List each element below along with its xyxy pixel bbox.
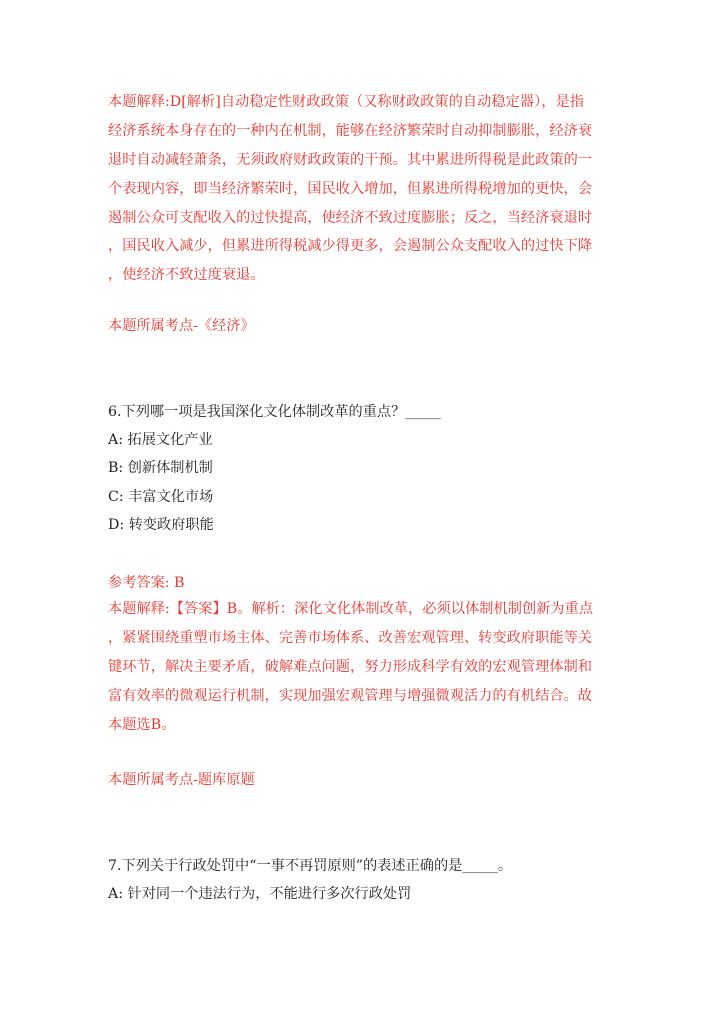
q5-explanation bbox=[108, 88, 608, 290]
q6-topic: 本题所属考点-题库原题 bbox=[108, 772, 255, 788]
q5-explanation-line: 遏制公众可支配收入的过快提高，使经济不致过度膨胀；反之，当经济衰退时 bbox=[108, 209, 593, 226]
q6-question: 6.下列哪一项是我国深化文化体制改革的重点？_____ bbox=[108, 404, 441, 420]
q5-explanation-line: 经济系统本身存在的一种内在机制，能够在经济繁荣时自动抑制膨胀，经济衰 bbox=[108, 122, 593, 139]
q5-explanation-line: ，国民收入减少，但累进所得税减少得更多，会遏制公众支配收入的过快下降 bbox=[108, 238, 593, 255]
q6-explanation bbox=[108, 595, 608, 739]
q5-explanation-line: ，使经济不致过度衰退。 bbox=[108, 267, 265, 284]
q6-option-a: A: 拓展文化产业 bbox=[108, 432, 213, 448]
q5-explanation-line: 个表现内容，即当经济繁荣时，国民收入增加，但累进所得税增加的更快，会 bbox=[108, 180, 593, 197]
q6-explanation-line: 富有效率的微观运行机制，实现加强宏观管理与增强微观活力的有机结合。故 bbox=[108, 687, 593, 704]
q5-topic: 本题所属考点-《经济》 bbox=[108, 318, 255, 334]
q6-answer: 参考答案: B bbox=[108, 575, 185, 591]
q6-option-b: B: 创新体制机制 bbox=[108, 460, 213, 476]
q6-explanation-line: 本题选B。 bbox=[108, 716, 176, 733]
q6-explanation-line: 本题解释:【答案】B。解析：深化文化体制改革，必须以体制机制创新为重点 bbox=[108, 601, 594, 617]
q6-explanation-line: 键环节，解决主要矛盾，破解难点问题，努力形成科学有效的宏观管理体制和 bbox=[108, 658, 593, 675]
q6-option-c: C: 丰富文化市场 bbox=[108, 489, 214, 505]
q5-explanation-line: 退时自动减轻萧条，无须政府财政政策的干预。其中累进所得税是此政策的一 bbox=[108, 151, 593, 168]
q5-explanation-line: 本题解释:D[解析]自动稳定性财政政策（又称财政政策的自动稳定器），是指 bbox=[108, 94, 584, 110]
q6-explanation-line: ，紧紧围绕重塑市场主体、完善市场体系、改善宏观管理、转变政府职能等关 bbox=[108, 629, 593, 646]
q7-option-a: A: 针对同一个违法行为，不能进行多次行政处罚 bbox=[108, 886, 412, 902]
q6-option-d: D: 转变政府职能 bbox=[108, 517, 214, 533]
q7-question: 7.下列关于行政处罚中“一事不再罚原则”的表述正确的是_____。 bbox=[108, 858, 513, 874]
